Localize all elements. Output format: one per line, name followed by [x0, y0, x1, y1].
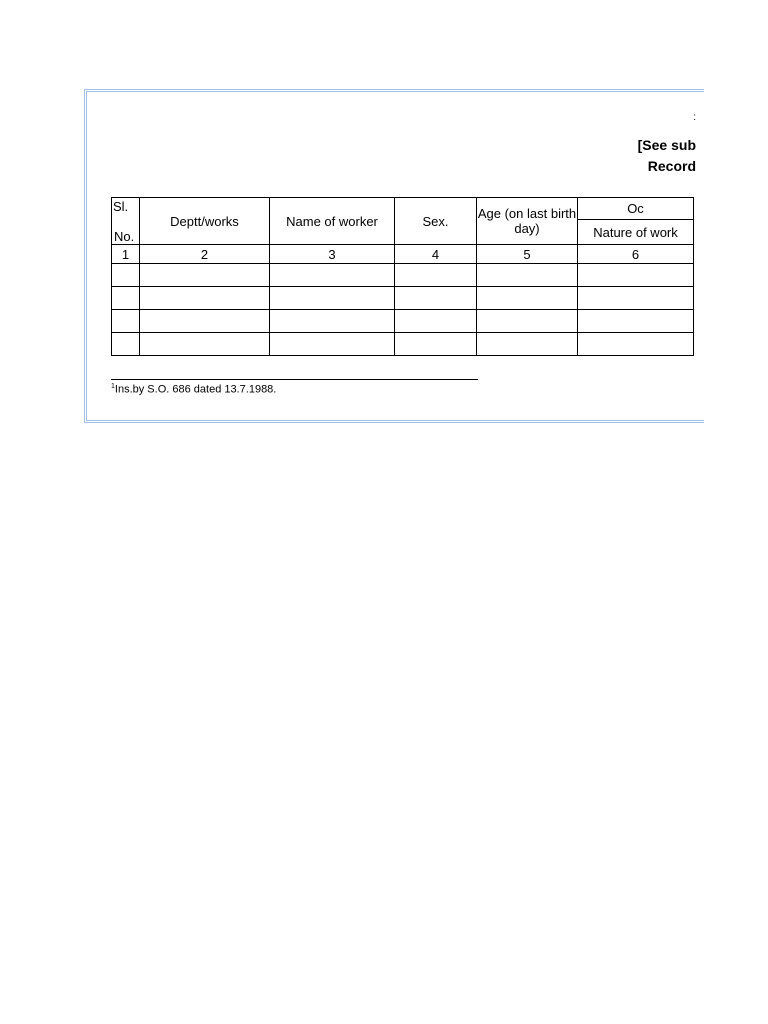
table-row — [112, 264, 694, 287]
column-number: 3 — [270, 245, 395, 264]
column-number: 5 — [477, 245, 578, 264]
col-header-age: Age (on last birth day) — [477, 198, 578, 245]
table-cell — [270, 333, 395, 356]
col-header-sl-no: Sl. No. — [112, 198, 140, 245]
table-cell — [112, 264, 140, 287]
table-cell — [578, 310, 694, 333]
footnote — [111, 383, 276, 396]
table-cell — [477, 287, 578, 310]
col-header-sex: Sex. — [395, 198, 477, 245]
table-cell — [395, 264, 477, 287]
table-cell — [112, 310, 140, 333]
footnote-marker: 1 — [111, 383, 115, 390]
table-cell — [578, 264, 694, 287]
table-cell — [140, 264, 270, 287]
page-clip — [87, 92, 696, 420]
column-number: 2 — [140, 245, 270, 264]
table-cell — [112, 333, 140, 356]
table-row — [112, 333, 694, 356]
header-record: Record — [647, 158, 696, 174]
header-top-text: : — [693, 112, 696, 123]
table-cell — [395, 287, 477, 310]
col-header-name-of-worker: Name of worker — [270, 198, 395, 245]
table-cell — [477, 264, 578, 287]
table-cell — [578, 287, 694, 310]
table-cell — [140, 287, 270, 310]
table-cell — [578, 333, 694, 356]
column-number: 1 — [112, 245, 140, 264]
table-row — [112, 310, 694, 333]
table-cell — [270, 264, 395, 287]
document-page — [84, 89, 704, 423]
table-cell — [477, 310, 578, 333]
table-cell — [477, 333, 578, 356]
table-cell — [395, 310, 477, 333]
col-header-deptt-works: Deptt/works — [140, 198, 270, 245]
table-cell — [395, 333, 477, 356]
column-number: 4 — [395, 245, 477, 264]
table-cell — [140, 333, 270, 356]
footnote-separator — [111, 379, 478, 380]
footnote-text: Ins.by S.O. 686 dated 13.7.1988. — [114, 383, 277, 396]
table-cell — [112, 287, 140, 310]
col-header-nature-of-work: Nature of work — [578, 220, 694, 245]
column-number-row — [112, 245, 694, 264]
col-group-header-occupation: Oc — [578, 198, 694, 220]
table-cell — [270, 287, 395, 310]
table-cell — [270, 310, 395, 333]
register-table — [111, 197, 694, 356]
column-number: 6 — [578, 245, 694, 264]
table-cell — [140, 310, 270, 333]
table-row — [112, 287, 694, 310]
header-see-sub: [See sub — [637, 137, 696, 153]
